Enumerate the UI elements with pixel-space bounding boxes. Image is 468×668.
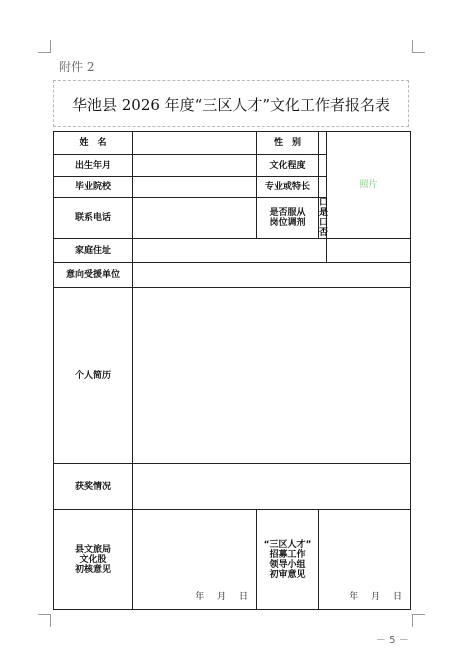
label-birth-date: 出生年月 bbox=[54, 155, 133, 177]
label-county-line1: 县文旅局 bbox=[74, 544, 111, 555]
attachment-label: 附件 2 bbox=[59, 60, 95, 74]
input-specialty[interactable] bbox=[319, 177, 327, 198]
form-title: 华池县 2026 年度“三区人才”文化工作者报名表 bbox=[71, 96, 391, 114]
input-address[interactable] bbox=[133, 239, 327, 263]
label-awards: 获奖情况 bbox=[54, 464, 133, 510]
county-review-area[interactable] bbox=[133, 510, 257, 610]
label-group-line4: 初审意见 bbox=[269, 569, 306, 580]
label-phone: 联系电话 bbox=[54, 198, 133, 239]
input-gender[interactable] bbox=[319, 132, 327, 155]
photo-box[interactable]: 照片 bbox=[327, 132, 411, 239]
label-school: 毕业院校 bbox=[54, 177, 133, 198]
input-phone[interactable] bbox=[133, 198, 257, 239]
group-review-date bbox=[339, 592, 402, 602]
row-address bbox=[54, 239, 411, 263]
label-name: 姓 名 bbox=[54, 132, 133, 155]
label-county-review bbox=[54, 510, 133, 610]
label-education: 文化程度 bbox=[257, 155, 319, 177]
group-review-area[interactable] bbox=[319, 510, 411, 610]
date-day: 日 bbox=[392, 592, 402, 602]
date-month: 月 bbox=[371, 592, 381, 602]
row-resume bbox=[54, 288, 411, 464]
crop-mark-bottom-left bbox=[38, 614, 51, 627]
label-county-line3: 初核意见 bbox=[74, 564, 111, 575]
crop-mark-bottom-right bbox=[412, 614, 425, 627]
input-awards[interactable] bbox=[133, 464, 411, 510]
address-tail-cell bbox=[327, 239, 411, 263]
crop-mark-top-right bbox=[412, 40, 425, 53]
label-group-line3: 领导小组 bbox=[269, 559, 306, 570]
reassign-options[interactable]: 口是 口否 bbox=[319, 198, 329, 238]
label-address: 家庭住址 bbox=[54, 239, 133, 263]
row-name bbox=[54, 132, 411, 155]
input-birth-date[interactable] bbox=[133, 155, 257, 177]
label-group-line2: 招募工作 bbox=[269, 549, 306, 560]
title-box bbox=[53, 80, 409, 127]
label-county-line2: 文化股 bbox=[79, 554, 107, 565]
page-number: － 5 － bbox=[376, 635, 409, 646]
label-group-line1: “三区人才” bbox=[263, 539, 312, 550]
date-year: 年 bbox=[349, 592, 359, 602]
date-month: 月 bbox=[217, 592, 227, 602]
label-target-unit: 意向受援单位 bbox=[54, 263, 133, 288]
row-approvals bbox=[54, 510, 411, 610]
label-reassign bbox=[257, 198, 319, 239]
row-target-unit bbox=[54, 263, 411, 288]
label-gender: 性 别 bbox=[257, 132, 319, 155]
date-year: 年 bbox=[195, 592, 205, 602]
date-day: 日 bbox=[238, 592, 248, 602]
label-resume: 个人简历 bbox=[54, 288, 133, 464]
county-review-date bbox=[185, 592, 248, 602]
row-awards bbox=[54, 464, 411, 510]
label-group-review bbox=[257, 510, 319, 610]
input-education[interactable] bbox=[319, 155, 327, 177]
input-name[interactable] bbox=[133, 132, 257, 155]
input-school[interactable] bbox=[133, 177, 257, 198]
label-reassign-line1: 是否服从 bbox=[269, 208, 306, 218]
label-reassign-line2: 岗位调剂 bbox=[269, 218, 306, 228]
crop-mark-top-left bbox=[38, 40, 51, 53]
label-specialty: 专业或特长 bbox=[257, 177, 319, 198]
input-resume[interactable] bbox=[133, 288, 411, 464]
registration-form-table bbox=[53, 131, 411, 610]
input-target-unit[interactable] bbox=[133, 263, 411, 288]
